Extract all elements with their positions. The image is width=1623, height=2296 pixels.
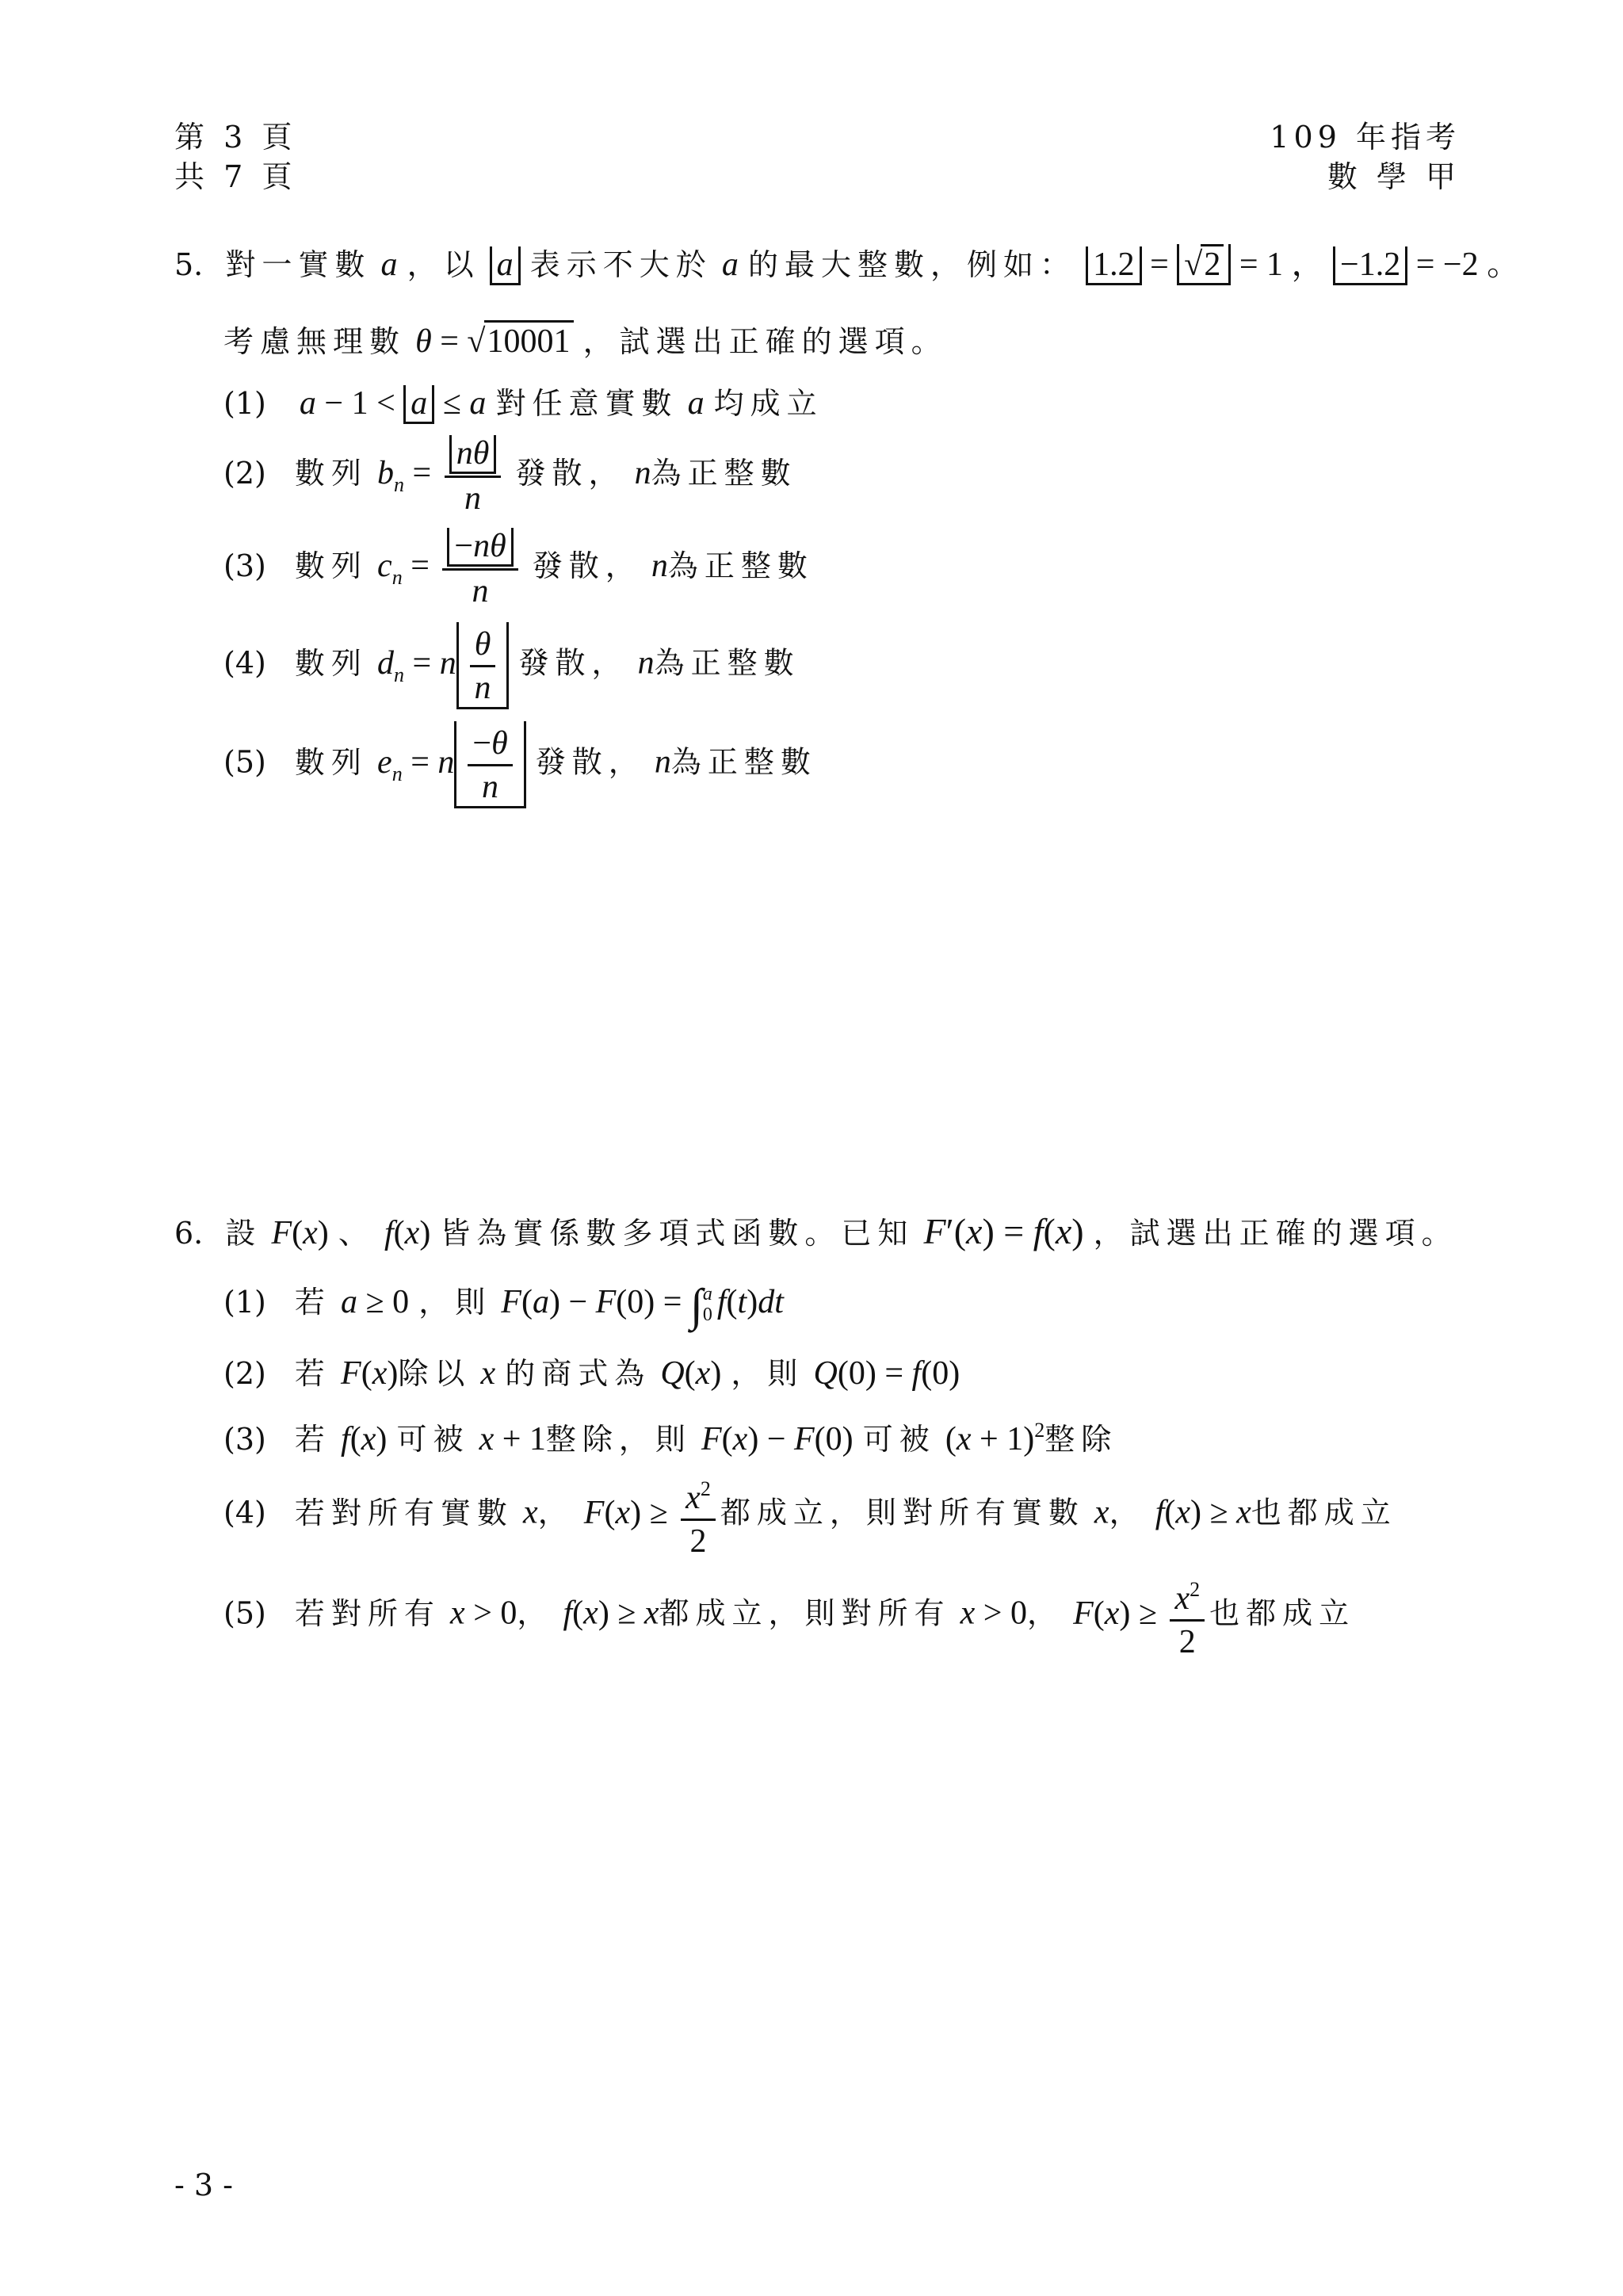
q6-option-3: (3) 若 f(x) 可被 x + 1整除，則 F(x) − F(0) 可被 $(x + 1)^2$整除 [223, 1419, 1118, 1457]
floor-example: 1.2 = √2 = 1 ， −1.2 = −2 。 [1086, 246, 1520, 283]
q6-option-1: (1) 若 a ≥ 0 ，則 F(a) − F(0) = ∫ a 0 f(t)dt [223, 1279, 784, 1331]
subject-title: 數 學 甲 [1327, 159, 1461, 194]
page-header-right [1270, 117, 1461, 197]
page-header-left [174, 117, 296, 197]
q5-option-4: (4) 數列 $d_n = n$ $\frac{\theta}{n}$ 發散， n為正整數 [223, 622, 800, 709]
page-footer-number: - 3 - [174, 2168, 234, 2202]
q6-option-5: (5) 若對所有 x > 0， f(x) ≥ x都成立，則對所有 x > 0， F(x) ≥ $\frac{x^2}{2}$ 也都成立 [223, 1571, 1355, 1661]
q5-option-5: (5) 數列 $e_n = n$ $\frac{-\theta}{n}$ 發散， n為正整數 [223, 721, 817, 808]
question-5-number: 5. [174, 247, 204, 282]
q5-option-3: (3) 數列 $c_n$ = $\frac{-n\theta}{n}$ 發散， n為正整數 [223, 528, 814, 609]
q5-option-2: (2) 數列 $b_n$ = $\frac{n\theta}{n}$ 發散， n為正整數 [223, 435, 797, 517]
question-5-line-1: 5. 對一實數 a ，以 a 表示不大於 a 的最大整數，例如： 1.2 = √2 = 1 ， −1.2 = −2 。 [174, 238, 1520, 285]
question-6-line-1: 6. 設 F(x) 、 f(x) 皆為實係數多項式函數。已知 F′(x) = f(x) ，試選出正確的選項。 [174, 1211, 1458, 1251]
q5-option-1: (1) a − 1 < a ≤ a 對任意實數 a 均成立 [223, 379, 823, 424]
q6-option-4: (4) 若對所有實數 x， F(x) ≥ $\frac{x^2}{2}$ 都成立，則對所有實數 x， f(x) ≥ x也都成立 [223, 1470, 1397, 1561]
page-number-label: 第 3 頁 [174, 120, 297, 155]
exam-title: 109 年指考 [1270, 120, 1461, 155]
q6-option-2: (2) 若 F(x)除以 x 的商式為 Q(x) ，則 Q(0) = f(0) [223, 1355, 960, 1392]
total-pages-label: 共 7 頁 [174, 159, 297, 194]
question-5-line-2: 考慮無理數 θ = √10001 ，試選出正確的選項。 [223, 317, 948, 361]
question-6-number: 6. [174, 1216, 204, 1251]
